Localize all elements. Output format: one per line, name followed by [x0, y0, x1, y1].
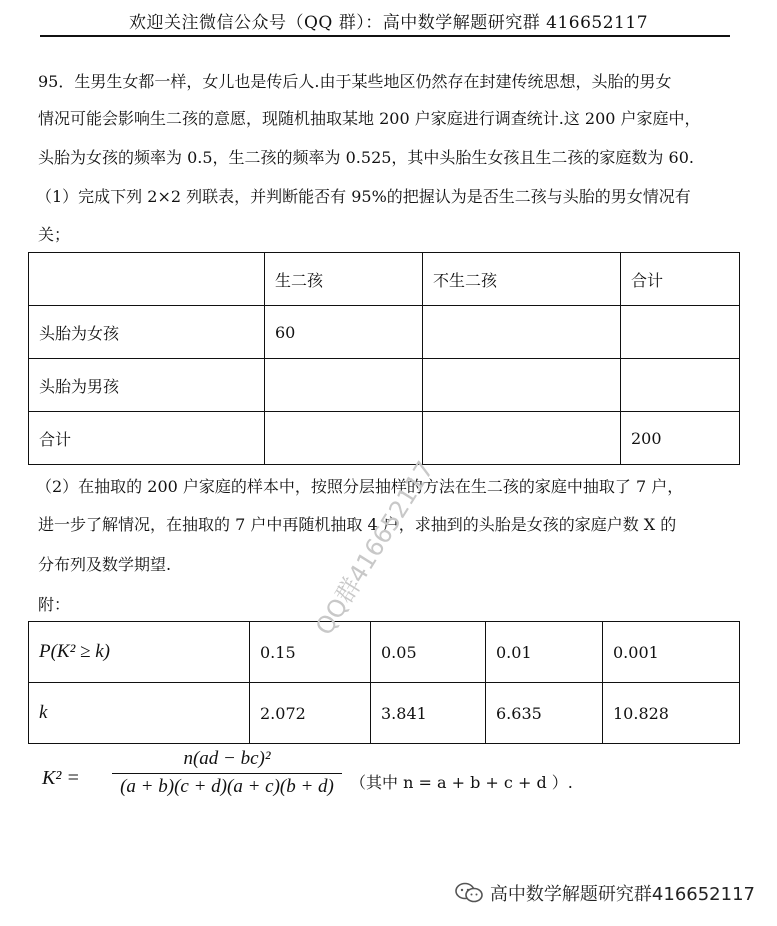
table-cell: 200 — [621, 412, 740, 465]
question-2-line-3: 分布列及数学期望. — [38, 555, 172, 574]
table-cell — [621, 359, 740, 412]
problem-line-2: 情况可能会影响生二孩的意愿，现随机抽取某地 200 户家庭进行调查统计.这 200 户家庭中， — [38, 109, 701, 128]
fraction-bar — [112, 773, 342, 774]
table-cell: 合计 — [29, 412, 265, 465]
chi-square-formula — [42, 748, 573, 818]
table-cell — [265, 359, 423, 412]
table-cell: 不生二孩 — [423, 253, 621, 306]
table-row — [29, 359, 740, 412]
formula-fraction — [112, 748, 342, 798]
formula-lhs: K² = — [42, 767, 80, 789]
table-row — [29, 683, 740, 744]
table-cell — [265, 412, 423, 465]
header-rule — [40, 35, 730, 37]
table-row — [29, 412, 740, 465]
formula-denominator: (a + b)(c + d)(a + c)(b + d) — [120, 776, 334, 797]
table-cell — [423, 359, 621, 412]
table-cell — [423, 306, 621, 359]
footer-text: 高中数学解题研究群416652117 — [489, 884, 755, 905]
critical-value-table — [28, 621, 740, 744]
footer — [454, 880, 755, 906]
table-cell: 0.001 — [603, 622, 740, 683]
table-cell: k — [29, 683, 250, 744]
table-cell: 10.828 — [603, 683, 740, 744]
question-2-line-1: （2）在抽取的 200 户家庭的样本中，按照分层抽样的方法在生二孩的家庭中抽取了 7 户， — [36, 477, 684, 496]
watermark: QQ群416652117 — [310, 456, 440, 641]
table-cell — [621, 306, 740, 359]
problem-line-1: 95．生男生女都一样，女儿也是传后人.由于某些地区仍然存在封建传统思想，头胎的男女 — [38, 72, 672, 91]
table-cell: 0.01 — [486, 622, 603, 683]
formula-numerator: n(ad − bc)² — [183, 748, 271, 769]
table-cell — [423, 412, 621, 465]
page-header: 欢迎关注微信公众号（QQ 群）：高中数学解题研究群 416652117 — [128, 13, 649, 33]
wechat-icon — [454, 882, 484, 904]
table-cell — [29, 253, 265, 306]
table-cell: 0.15 — [250, 622, 371, 683]
table-cell: 2.072 — [250, 683, 371, 744]
table-row — [29, 253, 740, 306]
problem-line-3: 头胎为女孩的频率为 0.5，生二孩的频率为 0.525，其中头胎生女孩且生二孩的家庭数为 60. — [38, 148, 694, 167]
table-cell: 合计 — [621, 253, 740, 306]
table-cell: 3.841 — [371, 683, 486, 744]
table-cell: 0.05 — [371, 622, 486, 683]
contingency-table — [28, 252, 740, 465]
table-row — [29, 306, 740, 359]
formula-note: （其中 n = a + b + c + d ）. — [350, 773, 573, 792]
question-2-line-2: 进一步了解情况，在抽取的 7 户中再随机抽取 4 户，求抽到的头胎是女孩的家庭户数 X 的 — [38, 515, 677, 534]
table-cell: 头胎为男孩 — [29, 359, 265, 412]
table-cell: P(K² ≥ k) — [29, 622, 250, 683]
appendix-label: 附： — [38, 595, 71, 614]
question-1-line-1: （1）完成下列 2×2 列联表，并判断能否有 95%的把握认为是否生二孩与头胎的男女情况有 — [36, 187, 691, 206]
table-cell: 生二孩 — [265, 253, 423, 306]
table-cell: 头胎为女孩 — [29, 306, 265, 359]
question-1-line-2: 关； — [38, 225, 71, 244]
table-cell: 60 — [265, 306, 423, 359]
table-cell: 6.635 — [486, 683, 603, 744]
table-row — [29, 622, 740, 683]
